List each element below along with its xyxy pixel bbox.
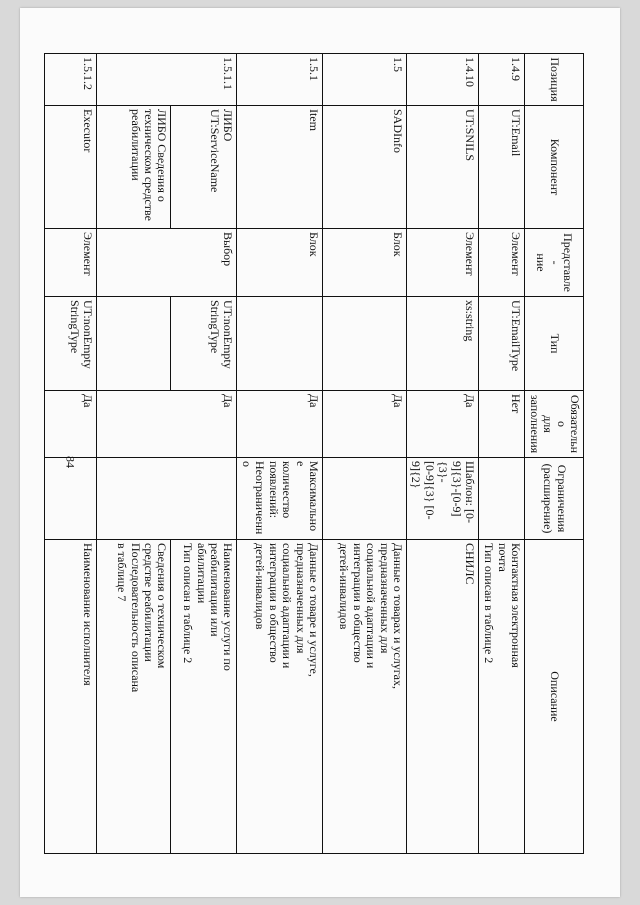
table-row — [479, 53, 525, 853]
cell-description: Контактная электронная почта Тип описан в таблице 2 — [479, 539, 525, 853]
table-row — [171, 53, 237, 853]
cell-type-option-b — [97, 296, 171, 390]
cell-representation: Элемент — [407, 228, 479, 296]
page-number: 84 — [63, 456, 78, 468]
cell-description: Данные о товарах и услугах, предназначенных для социальной адаптации и интеграции в общество детей-инвалидов — [323, 539, 407, 853]
cell-type: UT:EmailType — [479, 296, 525, 390]
cell-required: Да — [407, 390, 479, 457]
cell-restriction: Максимальное количество появлений: Неограниченно — [237, 457, 323, 539]
header-component: Компонент — [525, 105, 584, 228]
header-restriction: Ограничения (расширение) — [525, 457, 584, 539]
cell-representation: Элемент — [45, 228, 97, 296]
cell-required: Да — [45, 390, 97, 457]
cell-restriction: Шаблон: [0- 9]{3}-[0-9]{3}- [0-9]{3} [0- 9]{2} — [407, 457, 479, 539]
cell-restriction — [479, 457, 525, 539]
cell-position: 1.5.1 — [237, 53, 323, 105]
rotated-table-wrapper — [56, 53, 584, 853]
header-required: Обязательно для заполнения — [525, 390, 584, 457]
cell-component: SADInfo — [323, 105, 407, 228]
cell-component: UT:SNILS — [407, 105, 479, 228]
cell-type: xs:string — [407, 296, 479, 390]
cell-position: 1.5.1.2 — [45, 53, 97, 105]
table-row — [237, 53, 323, 853]
cell-required: Да — [97, 390, 237, 457]
cell-representation: Блок — [237, 228, 323, 296]
cell-description-option-b: Сведения о техническом средстве реабилитации Последовательность описана в таблице 7 — [97, 539, 171, 853]
cell-restriction — [323, 457, 407, 539]
cell-position: 1.5 — [323, 53, 407, 105]
header-type: Тип — [525, 296, 584, 390]
cell-component-option-a: ЛИБО UT:ServiceName — [171, 105, 237, 228]
document-page — [20, 8, 620, 897]
cell-representation: Выбор — [97, 228, 237, 296]
table-row — [323, 53, 407, 853]
header-representation: Представле- ние — [525, 228, 584, 296]
cell-description: Данные о товаре и услуге, предназначенных для социальной адаптации и интеграции в общество детей-инвалидов — [237, 539, 323, 853]
table-row — [407, 53, 479, 853]
cell-required: Нет — [479, 390, 525, 457]
header-position: Позиция — [525, 53, 584, 105]
cell-representation: Элемент — [479, 228, 525, 296]
cell-component: Executor — [45, 105, 97, 228]
table-row — [45, 53, 97, 853]
cell-description: СНИЛС — [407, 539, 479, 853]
cell-restriction — [45, 457, 97, 539]
cell-required: Да — [237, 390, 323, 457]
cell-description-option-a: Наименование услуги по реабилитации или абилитации Тип описан в таблице 2 — [171, 539, 237, 853]
cell-type — [237, 296, 323, 390]
cell-required: Да — [323, 390, 407, 457]
cell-representation: Блок — [323, 228, 407, 296]
cell-component: Item — [237, 105, 323, 228]
cell-restriction — [97, 457, 237, 539]
cell-type: UT:nonEmpty StringType — [45, 296, 97, 390]
cell-position: 1.4.10 — [407, 53, 479, 105]
cell-position: 1.5.1.1 — [97, 53, 237, 105]
cell-component-option-b: ЛИБО Сведения о техническом средстве реабилитации — [97, 105, 171, 228]
cell-description: Наименование исполнителя — [45, 539, 97, 853]
cell-type-option-a: UT:nonEmpty StringType — [171, 296, 237, 390]
header-description: Описание — [525, 539, 584, 853]
cell-component: UT:Email — [479, 105, 525, 228]
table-header-row — [525, 53, 584, 853]
cell-position: 1.4.9 — [479, 53, 525, 105]
specification-table — [44, 53, 584, 854]
cell-type — [323, 296, 407, 390]
